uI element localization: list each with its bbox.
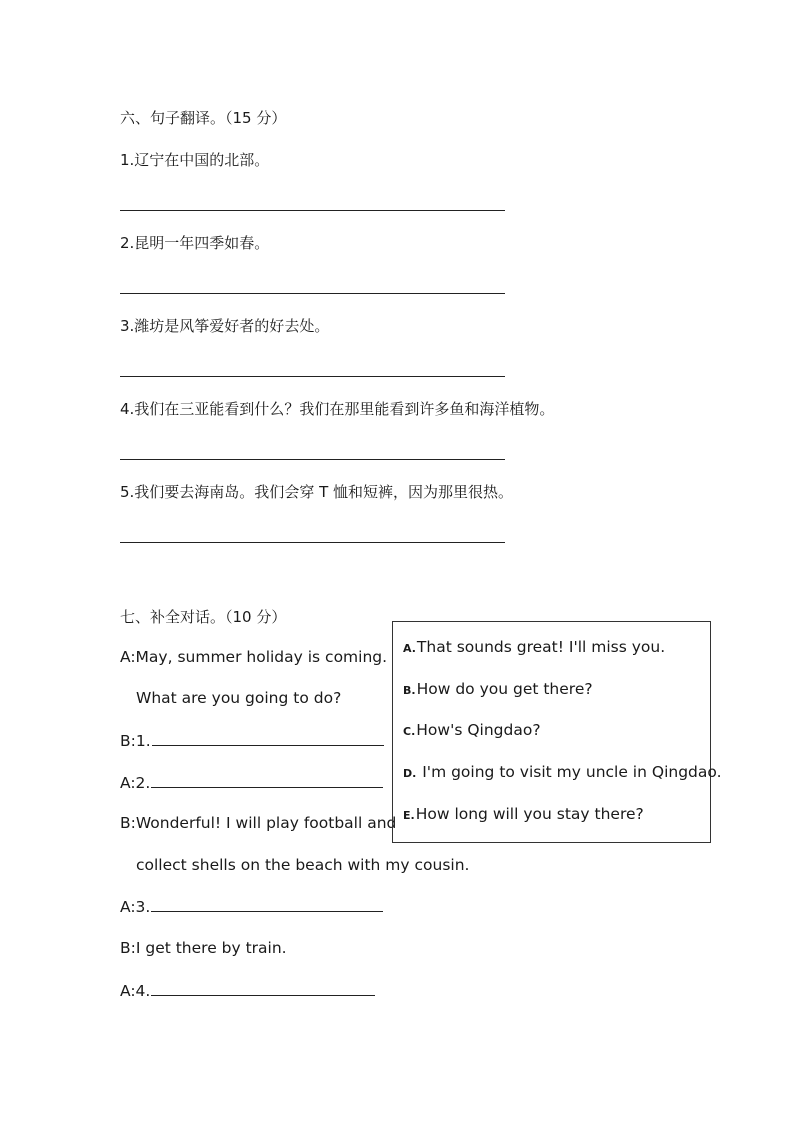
dialog-line-a4 <box>120 981 375 1000</box>
dialog-line-a2 <box>120 773 383 792</box>
blank-3[interactable] <box>151 897 383 912</box>
answer-line-3[interactable] <box>120 376 505 377</box>
option-b-text: How do you get there? <box>416 680 593 698</box>
option-d <box>403 763 722 781</box>
option-e-letter: E. <box>403 809 415 822</box>
option-c-letter: C. <box>403 725 416 738</box>
option-b-letter: B. <box>403 684 416 697</box>
option-e <box>403 805 644 823</box>
option-e-text: How long will you stay there? <box>415 805 644 823</box>
dialog-line-b2: B:Wonderful! I will play football and <box>120 814 397 832</box>
dialog-line-a1-cont: What are you going to do? <box>136 689 342 707</box>
option-d-letter: D. <box>403 767 417 780</box>
dialog-line-b3: B:I get there by train. <box>120 939 287 957</box>
dialog-label-b1: B:1. <box>120 732 151 750</box>
section-6-heading: 六、句子翻译。（15 分） <box>120 109 287 127</box>
option-a <box>403 638 665 656</box>
translation-question-1: 1.辽宁在中国的北部。 <box>120 151 270 169</box>
option-b <box>403 680 593 698</box>
answer-line-1[interactable] <box>120 210 505 211</box>
dialog-line-a3 <box>120 897 383 916</box>
answer-line-4[interactable] <box>120 459 505 460</box>
dialog-line-b2-cont: collect shells on the beach with my cousin. <box>136 856 470 874</box>
dialog-label-a4: A:4. <box>120 982 151 1000</box>
translation-question-4: 4.我们在三亚能看到什么？我们在那里能看到许多鱼和海洋植物。 <box>120 400 555 418</box>
option-c <box>403 721 541 739</box>
section-7-heading: 七、补全对话。（10 分） <box>120 608 287 626</box>
blank-1[interactable] <box>152 731 384 746</box>
option-a-text: That sounds great! I'll miss you. <box>416 638 666 656</box>
translation-question-2: 2.昆明一年四季如春。 <box>120 234 270 252</box>
dialog-label-a2: A:2. <box>120 774 151 792</box>
dialog-line-a1: A:May, summer holiday is coming. <box>120 648 388 666</box>
option-c-text: How's Qingdao? <box>416 721 541 739</box>
translation-question-3: 3.潍坊是风筝爱好者的好去处。 <box>120 317 330 335</box>
option-a-letter: A. <box>403 642 416 655</box>
answer-line-5[interactable] <box>120 542 505 543</box>
blank-4[interactable] <box>151 981 375 996</box>
options-box <box>392 621 722 843</box>
translation-question-5: 5.我们要去海南岛。我们会穿 T 恤和短裤，因为那里很热。 <box>120 483 514 501</box>
dialog-label-a3: A:3. <box>120 898 151 916</box>
option-d-text: I'm going to visit my uncle in Qingdao. <box>417 763 722 781</box>
blank-2[interactable] <box>151 773 383 788</box>
answer-line-2[interactable] <box>120 293 505 294</box>
dialog-line-b1 <box>120 731 384 750</box>
